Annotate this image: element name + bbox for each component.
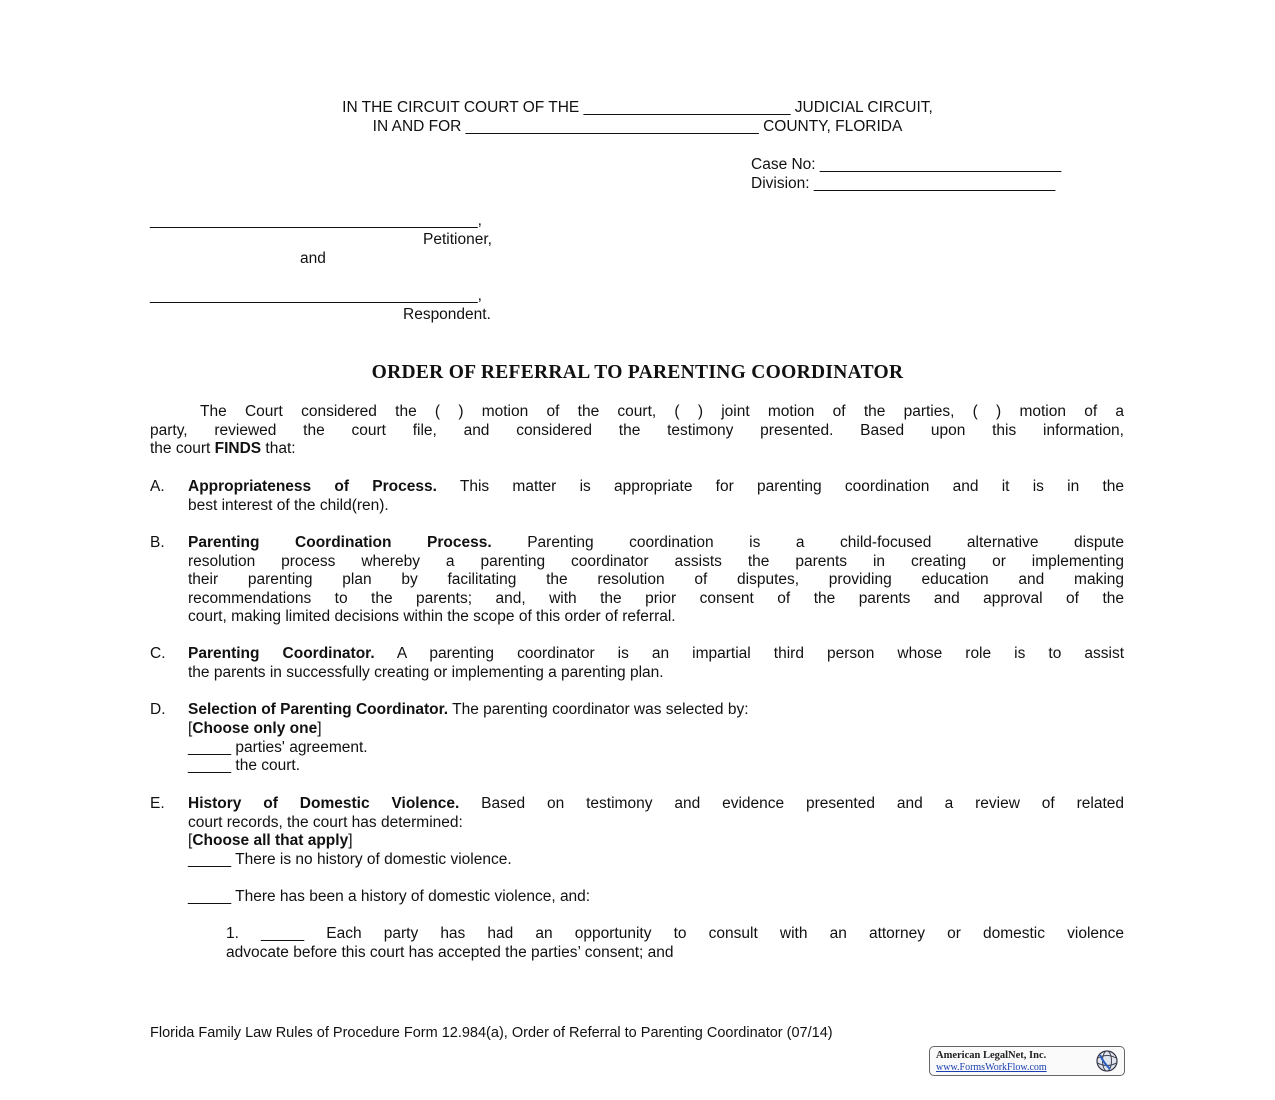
intro-line-2: party, reviewed the court file, and considered the testimony presented. Based upon this information, <box>150 421 1124 439</box>
section-e-line-2: court records, the court has determined: <box>188 813 463 831</box>
section-c-text: A parenting coordinator is an impartial third person whose role is to assist <box>374 645 1124 662</box>
logo-url-link[interactable]: www.FormsWorkFlow.com <box>936 1062 1047 1073</box>
petitioner-blank: ______________________________________, <box>150 212 482 229</box>
section-e <box>188 795 1124 832</box>
intro-paragraph <box>150 403 1124 459</box>
section-a-text: This matter is appropriate for parenting coordination and it is in the <box>436 478 1124 495</box>
option-parties-agreement: _____ parties' agreement. <box>188 739 368 756</box>
division-field: Division: ____________________________ <box>751 175 1056 192</box>
choose-only-one: Choose only one <box>192 720 318 737</box>
intro-line-3-post: that: <box>261 440 296 457</box>
finds-keyword: FINDS <box>214 440 262 457</box>
court-line-1: IN THE CIRCUIT COURT OF THE ________________________ JUDICIAL CIRCUIT, <box>342 99 933 116</box>
logo-company-name: American LegalNet, Inc. <box>936 1050 1047 1061</box>
bracket-open: [ <box>188 720 193 737</box>
section-d-label: D. <box>150 701 166 718</box>
section-c-line-1 <box>188 645 1124 664</box>
and-label: and <box>300 250 326 267</box>
bracket-close: ] <box>348 832 353 849</box>
section-b-line-3: their parenting plan by facilitating the resolution of disputes, providing education and making <box>188 571 1124 588</box>
section-d-text: The parenting coordinator was selected by: <box>448 701 749 718</box>
respondent-label: Respondent. <box>403 306 491 323</box>
section-d-heading: Selection of Parenting Coordinator. <box>188 701 449 718</box>
option-the-court: _____ the court. <box>188 757 301 774</box>
intro-line-3 <box>150 440 1124 459</box>
section-b-heading: Parenting Coordination Process. <box>188 534 492 551</box>
american-legalnet-logo[interactable] <box>929 1046 1125 1076</box>
petitioner-label: Petitioner, <box>423 231 492 248</box>
option-history: _____ There has been a history of domestic violence, and: <box>188 888 591 905</box>
section-e-text: Based on testimony and evidence presented and a review of related <box>459 795 1124 812</box>
subitem-1-line-1: 1. _____ Each party has had an opportunity to consult with an attorney or domestic violence <box>226 925 1124 942</box>
section-b-label: B. <box>150 534 165 551</box>
bracket-open: [ <box>188 832 193 849</box>
respondent-blank: ______________________________________, <box>150 287 482 304</box>
section-e-choose-instruction <box>188 832 353 850</box>
section-e-label: E. <box>150 795 165 812</box>
section-d-choose-instruction <box>188 720 322 738</box>
section-b-line-2: resolution process whereby a parenting coordinator assists the parents in creating or implementing <box>188 552 1124 570</box>
globe-icon <box>1094 1049 1120 1073</box>
section-e-heading: History of Domestic Violence. <box>188 795 460 812</box>
section-c-label: C. <box>150 645 166 662</box>
footer-form-reference: Florida Family Law Rules of Procedure Form 12.984(a), Order of Referral to Parenting Coordinator (07/14) <box>150 1025 833 1041</box>
case-number-field: Case No: ____________________________ <box>751 156 1062 173</box>
section-b-line-4: recommendations to the parents; and, with the prior consent of the parents and approval of the <box>188 589 1124 607</box>
section-b <box>188 534 1124 627</box>
section-d-line-1 <box>188 701 749 719</box>
subitem-1-line-2: advocate before this court has accepted the parties’ consent; and <box>226 943 674 961</box>
choose-all-that-apply: Choose all that apply <box>192 832 349 849</box>
subitem-1 <box>226 925 1124 962</box>
section-b-line-5: court, making limited decisions within the scope of this order of referral. <box>188 608 676 625</box>
section-e-line-1 <box>188 795 1124 814</box>
option-no-history: _____ There is no history of domestic violence. <box>188 851 512 868</box>
section-b-text: Parenting coordination is a child-focused alternative dispute <box>491 534 1124 551</box>
document-title: ORDER OF REFERRAL TO PARENTING COORDINATOR <box>371 362 904 383</box>
intro-line-3-pre: the court <box>150 440 215 457</box>
section-c <box>188 645 1124 682</box>
section-b-line-1 <box>188 534 1124 553</box>
bracket-close: ] <box>317 720 322 737</box>
section-a-heading: Appropriateness of Process. <box>188 478 437 495</box>
section-a-label: A. <box>150 478 165 495</box>
section-a-line-1 <box>188 478 1124 497</box>
intro-line-1: The Court considered the ( ) motion of the court, ( ) joint motion of the parties, ( ) motion of a <box>200 403 1124 420</box>
court-line-2: IN AND FOR __________________________________ COUNTY, FLORIDA <box>372 118 903 135</box>
section-c-heading: Parenting Coordinator. <box>188 645 375 662</box>
section-a-line-2: best interest of the child(ren). <box>188 496 389 514</box>
section-a <box>188 478 1124 515</box>
section-c-line-2: the parents in successfully creating or implementing a parenting plan. <box>188 663 664 681</box>
